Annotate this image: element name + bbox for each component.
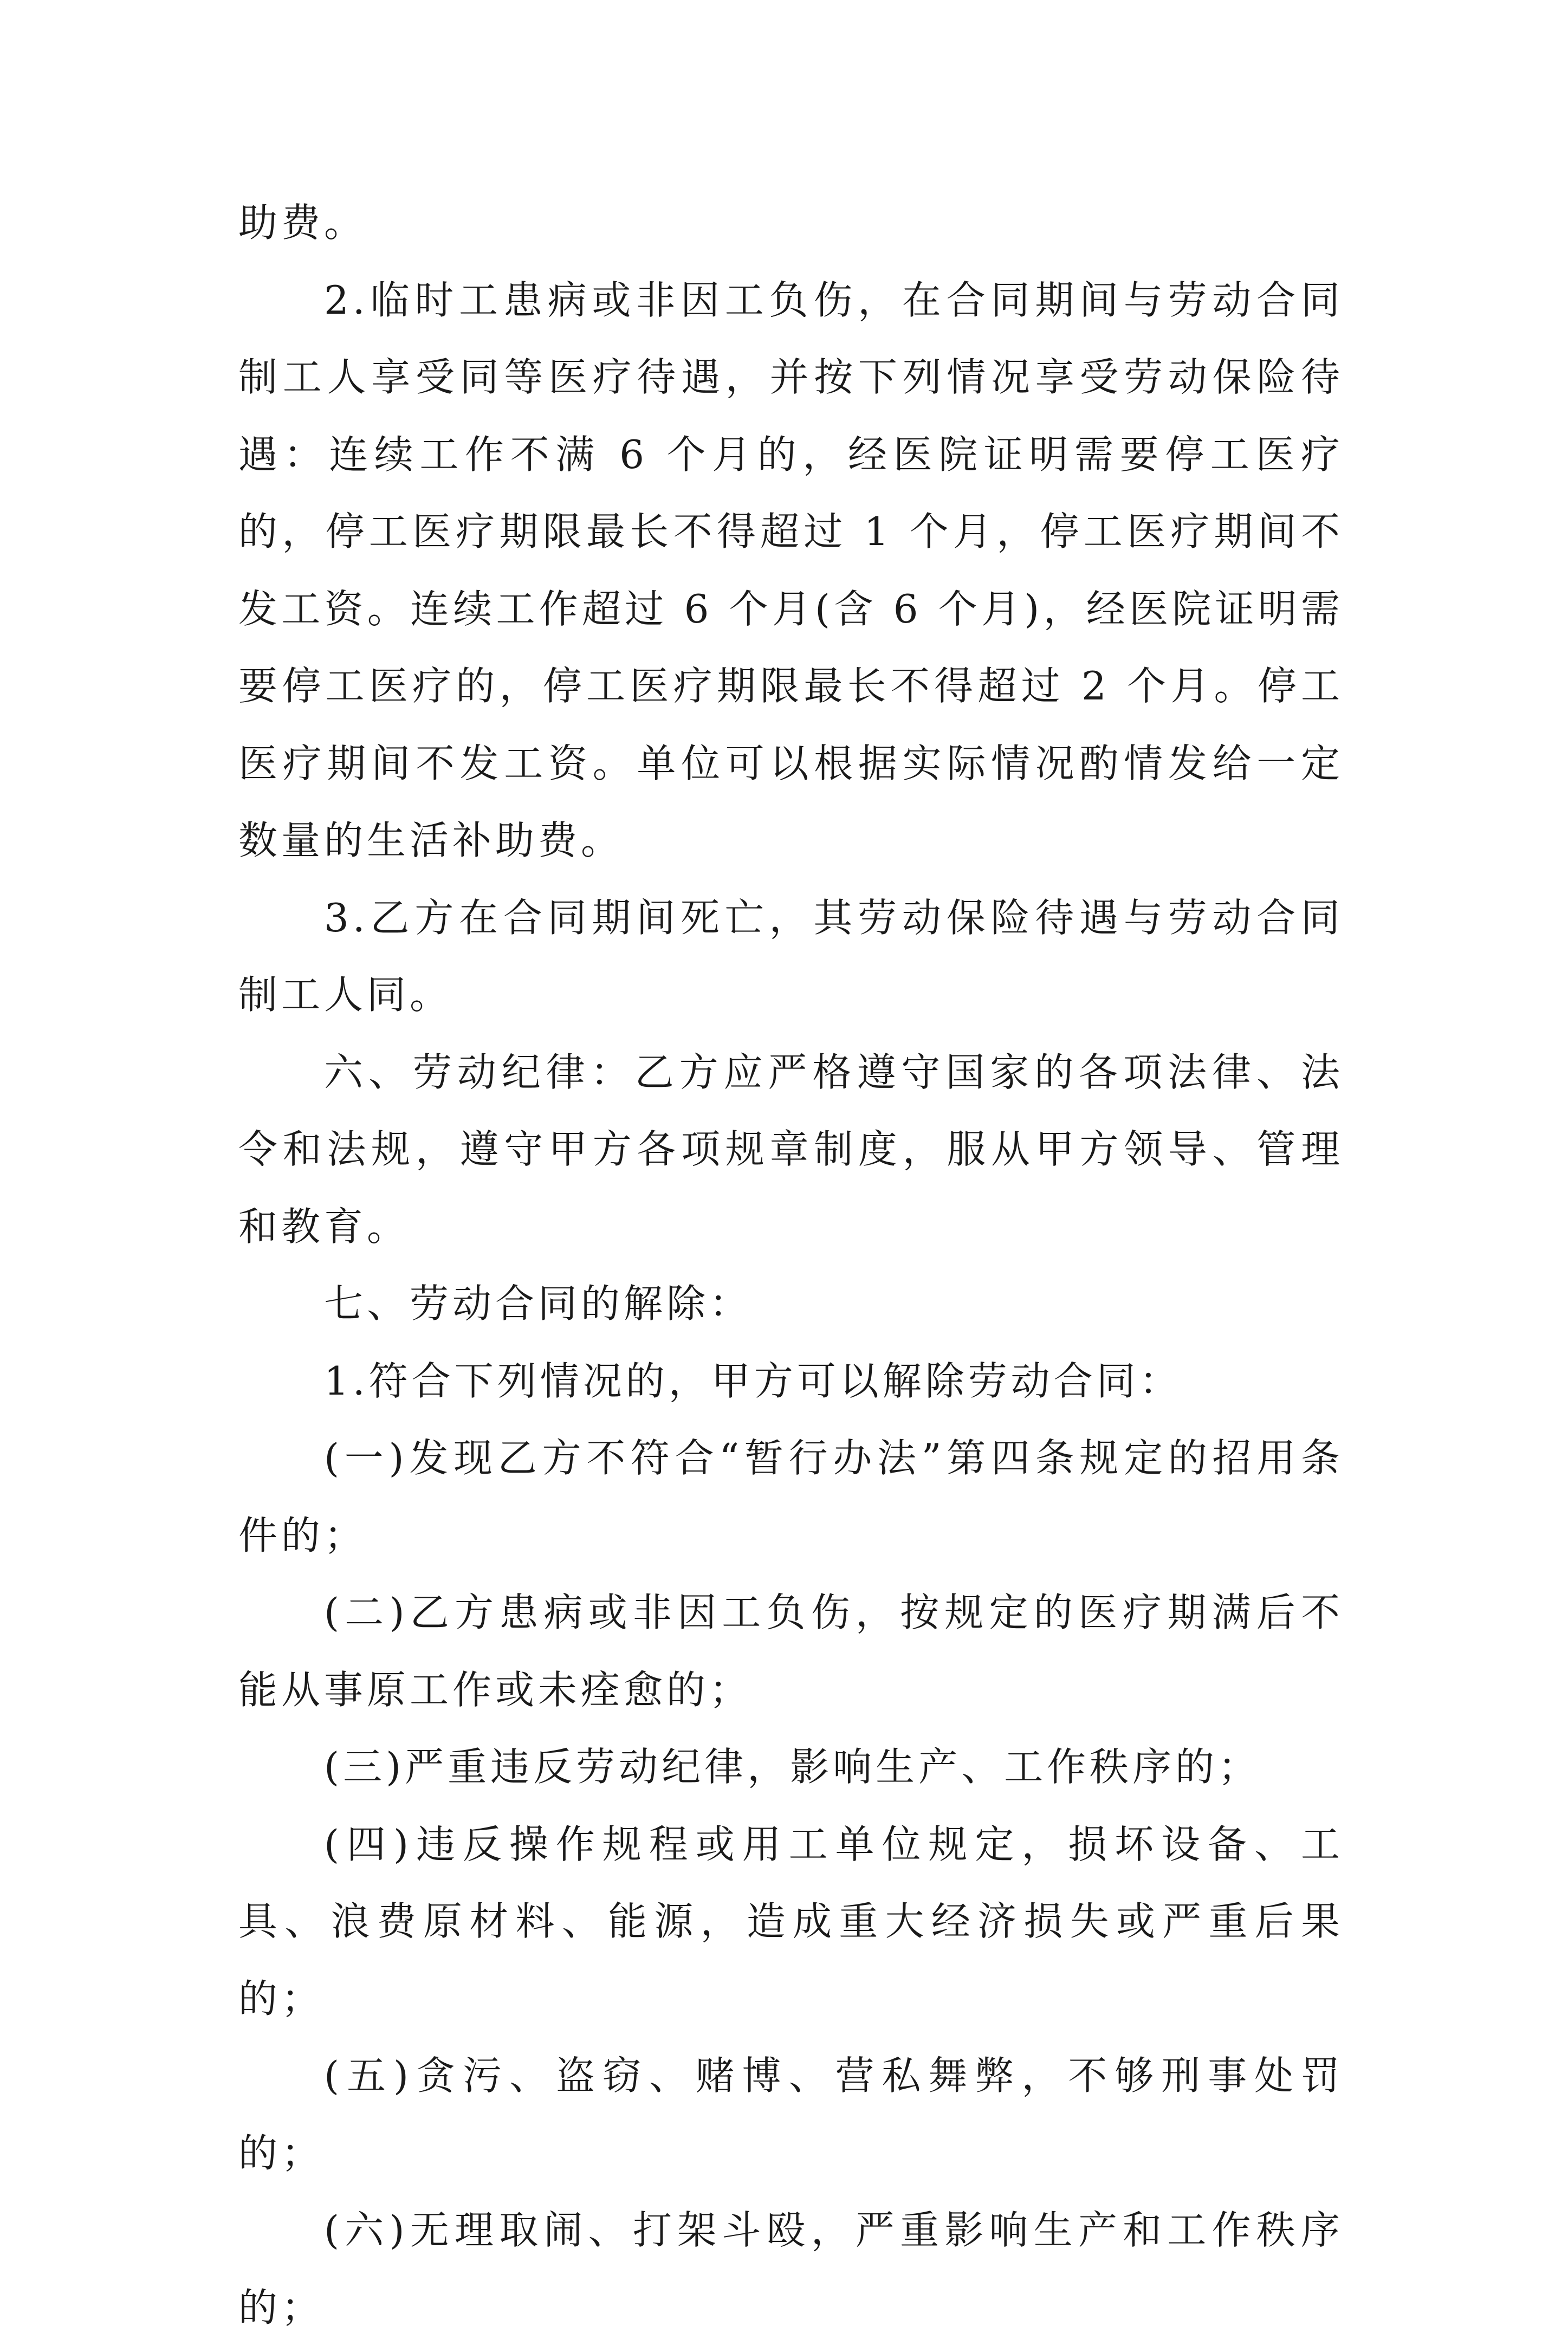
paragraph-item-1: (一)发现乙方不符合“暂行办法”第四条规定的招用条件的；: [238, 1435, 1344, 1558]
paragraph-continuation: 助费。: [238, 200, 367, 245]
paragraph-item-4: (四)违反操作规程或用工单位规定，损坏设备、工具、浪费原材料、能源，造成重大经济损失或严重后果的；: [238, 1821, 1344, 2021]
paragraph-section-seven-heading: 七、劳动合同的解除：: [324, 1281, 753, 1326]
paragraph-item-3: (三)严重违反劳动纪律，影响生产、工作秩序的；: [324, 1744, 1261, 1790]
paragraph-section-six: 六、劳动纪律：乙方应严格遵守国家的各项法律、法令和法规，遵守甲方各项规章制度，服从甲方领导、管理和教育。: [238, 1049, 1344, 1249]
paragraph-item-2: (二)乙方患病或非因工负伤，按规定的医疗期满后不能从事原工作或未痊愈的；: [238, 1590, 1344, 1713]
paragraph-item-6: (六)无理取闹、打架斗殴，严重影响生产和工作秩序的；: [238, 2207, 1344, 2330]
paragraph-item-5: (五)贪污、盗窃、赌博、营私舞弊，不够刑事处罚的；: [238, 2053, 1344, 2176]
document-body: [238, 184, 1344, 2346]
paragraph-clause-2: 2.临时工患病或非因工负伤，在合同期间与劳动合同制工人享受同等医疗待遇，并按下列情况享受劳动保险待遇：连续工作不满 6 个月的，经医院证明需要停工医疗的，停工医疗期限最长不得超过 1 个月，停工医疗期间不发工资。连续工作超过 6 个月(含 6 个月)，经医院证明需要停工医疗的，停工医疗期限最长不得超过 2 个月。停工医疗期间不发工资。单位可以根据实际情况酌情发给一定数量的生活补助费。: [238, 277, 1344, 863]
paragraph-seven-clause-1: 1.符合下列情况的，甲方可以解除劳动合同：: [324, 1358, 1182, 1404]
paragraph-clause-3: 3.乙方在合同期间死亡，其劳动保险待遇与劳动合同制工人同。: [238, 895, 1344, 1018]
